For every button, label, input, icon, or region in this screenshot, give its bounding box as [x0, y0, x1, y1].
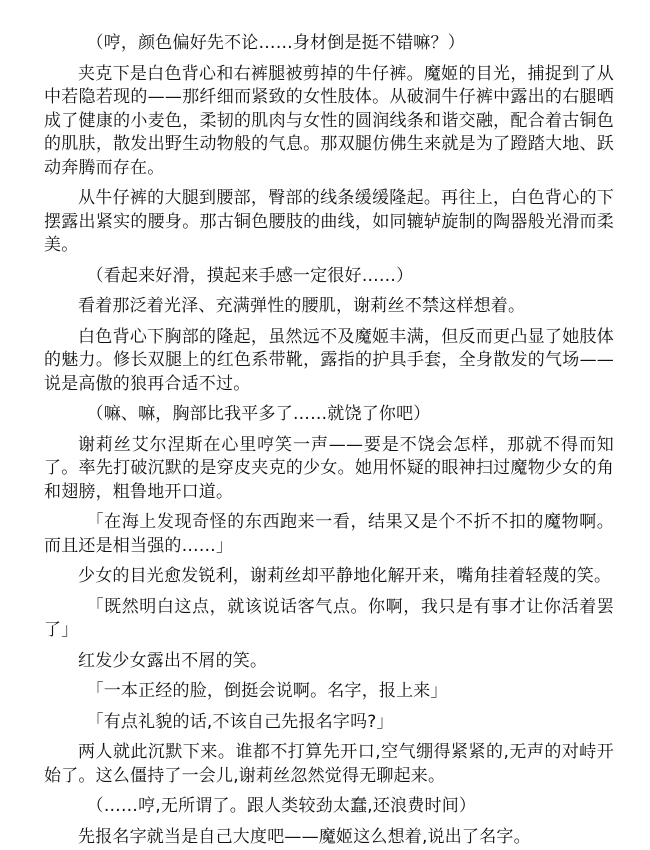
paragraph: 红发少女露出不屑的笑。	[78, 650, 268, 671]
paragraph-thought: （看起来好滑，摸起来手感一定很好……）	[86, 265, 414, 286]
paragraph-dialog: 「在海上发现奇怪的东西跑来一看，结果又是个不折不扣的魔物啊。而且还是相当强的……」	[44, 512, 614, 556]
paragraph: 谢莉丝艾尔涅斯在心里哼笑一声——要是不饶会怎样，那就不得而知了。率先打破沉默的是穿皮夹克的少女。她用怀疑的眼神扫过魔物少女的角和翅膀，粗鲁地开口道。	[44, 434, 614, 502]
paragraph-dialog: 「既然明白这点，就该说话客气点。你啊，我只是有事才让你活着罢了」	[44, 596, 614, 640]
paragraph-dialog: 「有点礼貌的话,不该自己先报名字吗?」	[86, 711, 394, 732]
paragraph-thought: （哼，颜色偏好先不论……身材倒是挺不错嘛？）	[86, 33, 465, 53]
paragraph-thought: （嘛、嘛，胸部比我平多了……就饶了你吧）	[86, 404, 431, 424]
paragraph: 白色背心下胸部的隆起，虽然远不及魔姬丰满，但反而更凸显了她肢体的魅力。修长双腿上的红色系带靴，露指的护具手套，全身散发的气场——说是高傲的狼再合适不过。	[44, 326, 614, 394]
paragraph: 少女的目光愈发锐利，谢莉丝却平静地化解开来，嘴角挂着轻蔑的笑。	[78, 566, 612, 586]
paragraph-dialog: 「一本正经的脸，倒挺会说啊。名字，报上来」	[86, 681, 448, 701]
paragraph: 夹克下是白色背心和右裤腿被剪掉的牛仔裤。魔姬的目光，捕捉到了从中若隐若现的——那纤细而紧致的女性肢体。从破洞牛仔裤中露出的右腿晒成了健康的小麦色，柔韧的肌肉与女性的圆润线条和谐交融，配合着古铜色的肌肤，散发出野生动物般的气息。那双腿仿佛生来就是为了蹬踏大地、跃动奔腾而存在。	[44, 63, 614, 178]
paragraph: 看着那泛着光泽、充满弹性的腰肌，谢莉丝不禁这样想着。	[78, 296, 526, 316]
paragraph: 先报名字就当是自己大度吧——魔姬这么想着,说出了名字。	[78, 826, 531, 847]
paragraph-thought: （……哼,无所谓了。跟人类较劲太蠢,还浪费时间）	[86, 796, 477, 816]
paragraph: 两人就此沉默下来。谁都不打算先开口,空气绷得紧紧的,无声的对峙开始了。这么僵持了一会儿,谢莉丝忽然觉得无聊起来。	[44, 742, 614, 786]
paragraph: 从牛仔裤的大腿到腰部，臀部的线条缓缓隆起。再往上，白色背心的下摆露出紧实的腰身。那古铜色腰肢的曲线，如同辘轳旋制的陶器般光滑而柔美。	[44, 188, 614, 255]
